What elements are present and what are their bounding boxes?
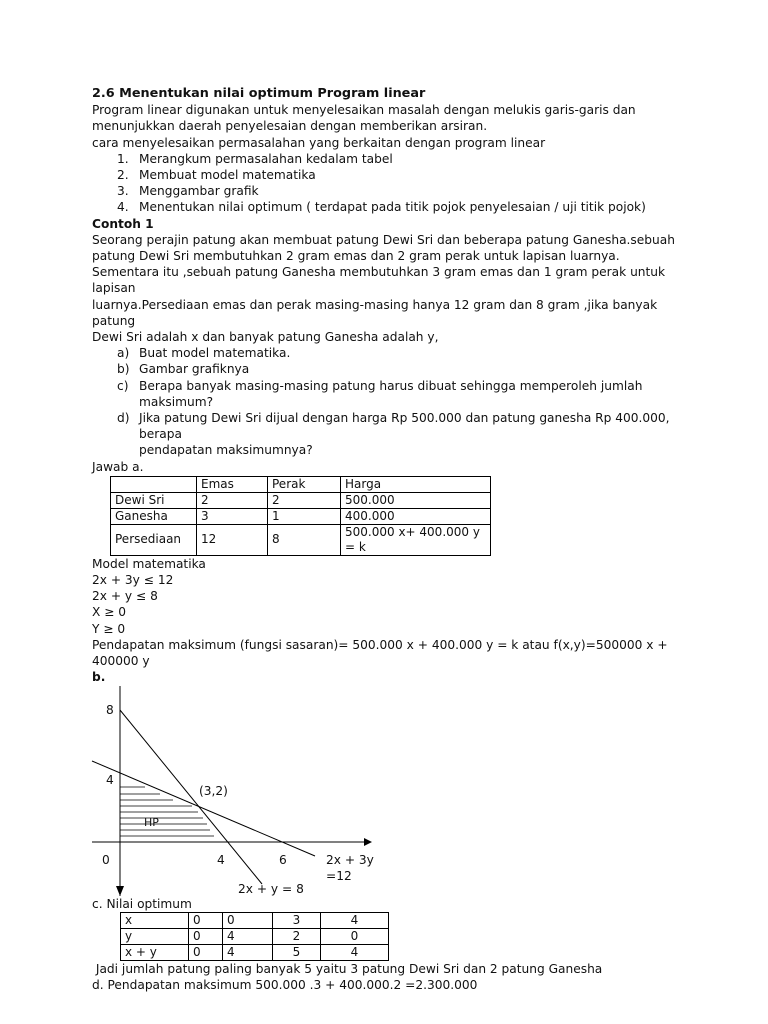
region-label: HP [144, 815, 159, 829]
y-tick-4: 4 [106, 772, 114, 787]
question-c: c) Berapa banyak masing-masing patung harus dibuat sehingga memperoleh jumlah maksimum? [117, 378, 643, 409]
table-cell: 500.000 [341, 492, 491, 508]
table-cell: 0 [223, 912, 273, 928]
table-cell: 2 [268, 492, 341, 508]
corner-point-label: (3,2) [199, 783, 228, 798]
model-constraint: Y ≥ 0 [92, 621, 126, 636]
table-cell: 4 [321, 912, 389, 928]
problem-line: Seorang perajin patung akan membuat patung Dewi Sri dan beberapa patung Ganesha.sebuah [92, 232, 675, 247]
corner-point-table [120, 912, 389, 961]
table-row [121, 944, 389, 960]
x-tick-6: 6 [279, 852, 287, 867]
example-title: Contoh 1 [92, 216, 154, 231]
table-row [111, 492, 491, 508]
table-cell: Harga [341, 476, 491, 492]
model-constraint: 2x + 3y ≤ 12 [92, 573, 174, 588]
step-item: 2. Membuat model matematika [117, 168, 316, 183]
table-cell [111, 476, 197, 492]
table-cell: 2 [197, 492, 268, 508]
table-cell: 3 [197, 508, 268, 524]
table-cell: 0 [189, 912, 223, 928]
x-tick-4: 4 [217, 852, 225, 867]
table-cell: 1 [268, 508, 341, 524]
table-cell: Emas [197, 476, 268, 492]
conclusion-text: Jadi jumlah patung paling banyak 5 yaitu 3 patung Dewi Sri dan 2 patung Ganesha [92, 961, 603, 976]
problem-line: luarnya.Persediaan emas dan perak masing-masing hanya 12 gram dan 8 gram ,jika banyak patung [92, 297, 658, 328]
table-cell: x + y [121, 944, 189, 960]
question-a: a) Buat model matematika. [117, 346, 291, 361]
table-cell: y [121, 928, 189, 944]
document-page [92, 86, 692, 993]
table-cell: 3 [273, 912, 321, 928]
problem-line: patung Dewi Sri membutuhkan 2 gram emas dan 2 gram perak untuk lapisan luarnya. [92, 249, 620, 264]
step-item: 1. Merangkum permasalahan kedalam tabel [117, 151, 393, 166]
table-header-row [111, 476, 491, 492]
answer-c-label: c. Nilai optimum [92, 896, 192, 911]
table-cell: 0 [189, 928, 223, 944]
table-row [111, 524, 491, 555]
table-cell: 0 [321, 928, 389, 944]
table-cell: 0 [189, 944, 223, 960]
table-cell: 500.000 x+ 400.000 y = k [341, 524, 491, 555]
feasible-region-graph [0, 686, 400, 896]
problem-line: Dewi Sri adalah x dan banyak patung Ganesha adalah y, [92, 330, 439, 345]
objective-function: Pendapatan maksimum (fungsi sasaran)= 500.000 x + 400.000 y = k atau f(x,y)=500000 x + 400000 y [92, 637, 668, 669]
model-constraint: X ≥ 0 [92, 605, 127, 620]
answer-d-text: d. Pendapatan maksimum 500.000 .3 + 400.000.2 =2.300.000 [92, 977, 478, 992]
steps-list [92, 151, 692, 216]
table-cell: 12 [197, 524, 268, 555]
table-row [121, 928, 389, 944]
intro-line-3: cara menyelesaikan permasalahan yang berkaitan dengan program linear [92, 135, 546, 150]
intro-line-1: Program linear digunakan untuk menyelesaikan masalah dengan melukis garis-garis dan [92, 103, 636, 118]
table-cell: Ganesha [111, 508, 197, 524]
data-table [110, 476, 491, 556]
table-cell: 2 [273, 928, 321, 944]
line-2x-y-8 [120, 710, 262, 884]
model-title: Model matematika [92, 556, 206, 571]
table-cell: x [121, 912, 189, 928]
table-cell: 4 [321, 944, 389, 960]
line2-label: 2x + y = 8 [238, 881, 304, 896]
step-item: 4. Menentukan nilai optimum ( terdapat pada titik pojok penyelesaian / uji titik pojok) [117, 200, 646, 215]
table-cell: 5 [273, 944, 321, 960]
table-cell: Dewi Sri [111, 492, 197, 508]
model-constraint: 2x + y ≤ 8 [92, 589, 158, 604]
section-heading: 2.6 Menentukan nilai optimum Program linear [92, 86, 426, 101]
step-item: 3. Menggambar grafik [117, 184, 259, 199]
table-row [111, 508, 491, 524]
answer-b-label: b. [92, 670, 106, 685]
line1-label: 2x + 3y =12 [326, 852, 374, 883]
problem-line: Sementara itu ,sebuah patung Ganesha membutuhkan 3 gram emas dan 1 gram perak untuk lapisan [92, 265, 666, 296]
questions-list [92, 345, 692, 458]
y-tick-8: 8 [106, 702, 114, 717]
table-cell: 400.000 [341, 508, 491, 524]
y-axis-arrow [116, 886, 124, 896]
table-cell: 4 [223, 944, 273, 960]
table-row [121, 912, 389, 928]
question-b: b) Gambar grafiknya [117, 362, 250, 377]
table-cell: Persediaan [111, 524, 197, 555]
answer-a-label: Jawab a. [92, 459, 144, 474]
table-cell: Perak [268, 476, 341, 492]
origin-label: 0 [102, 852, 110, 867]
table-cell: 4 [223, 928, 273, 944]
intro-line-2: menunjukkan daerah penyelesaian dengan memberikan arsiran. [92, 119, 488, 134]
question-d: d) Jika patung Dewi Sri dijual dengan harga Rp 500.000 dan patung ganesha Rp 400.000, berapa pendapatan maksimumnya? [117, 411, 670, 458]
table-cell: 8 [268, 524, 341, 555]
x-axis-arrow [364, 838, 372, 846]
